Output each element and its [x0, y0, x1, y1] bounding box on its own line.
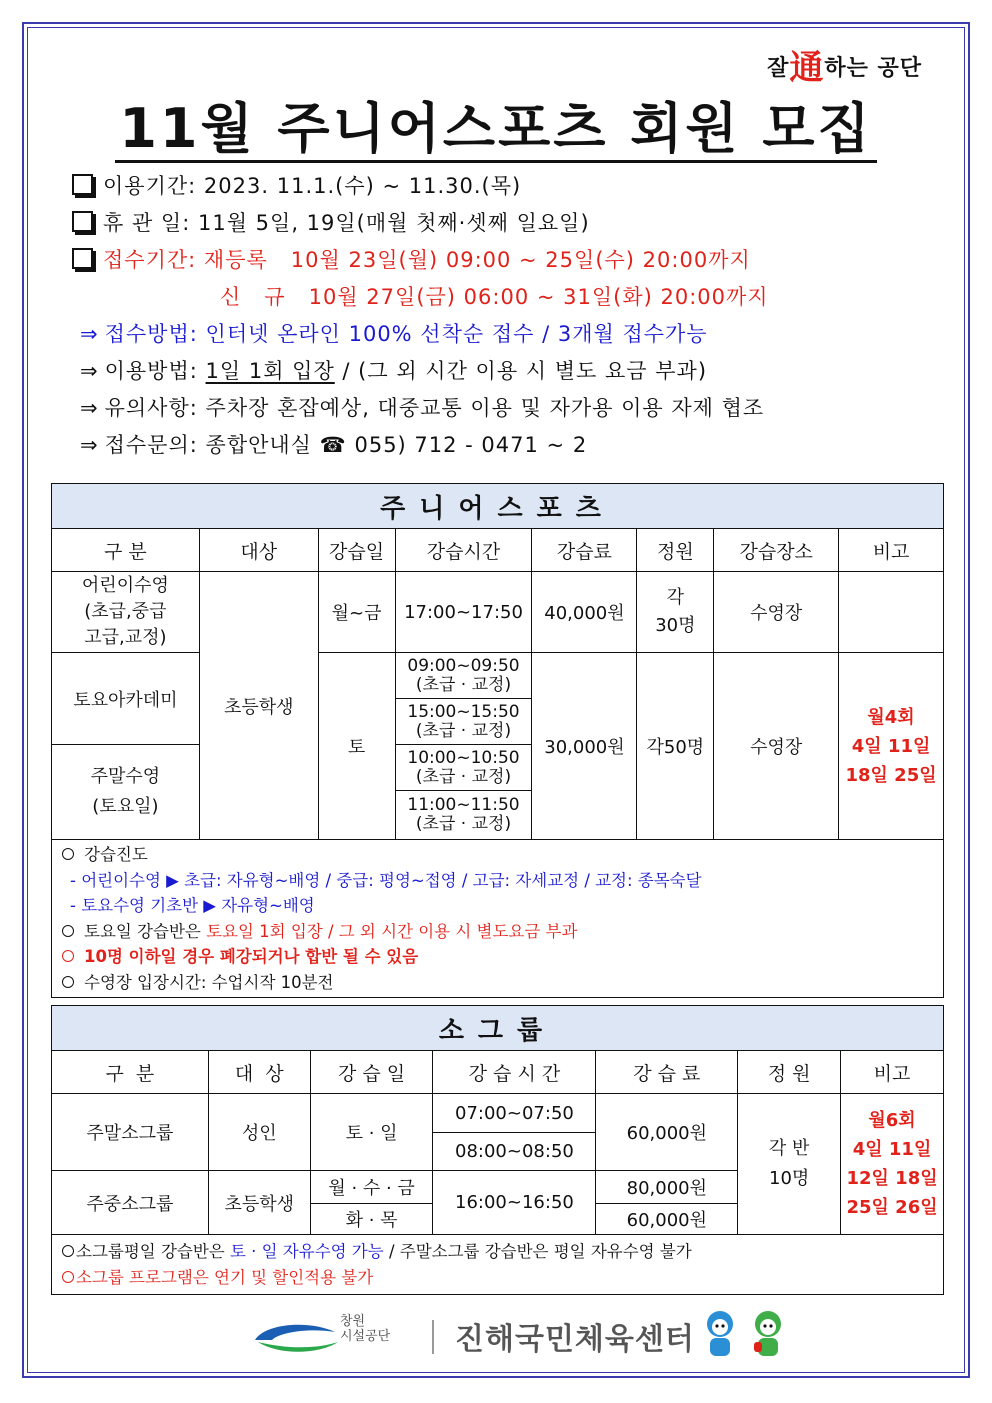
note-line: 토요일 강습반은 토요일 1회 입장 / 그 외 시간 이용 시 별도요금 부과	[62, 919, 933, 945]
junior-notes	[52, 840, 944, 998]
col-header: 강습료	[532, 529, 637, 572]
note-line: - 토요수영 기초반 ▶ 자유형~배영	[70, 896, 315, 915]
kids-cap-cell: 각 30명	[637, 572, 714, 653]
small-notes	[52, 1235, 944, 1295]
weekday-group-cell: 주중소그룹	[52, 1171, 209, 1235]
col-header: 대상	[199, 529, 318, 572]
note-line: 소그룹평일 강습반은 토 · 일 자유수영 가능 / 주말소그룹 강습반은 평일 자유수영 불가	[62, 1239, 933, 1265]
org-name: 창원 시설공단	[340, 1314, 391, 1344]
note-line: 소그룹 프로그램은 연기 및 할인적용 불가	[62, 1265, 933, 1291]
page-title: 11월 주니어스포츠 회원 모집	[0, 86, 992, 163]
col-header: 정 원	[738, 1051, 841, 1094]
target-cell: 초등학생	[199, 572, 318, 840]
org-logo-icon	[250, 1318, 340, 1358]
col-header: 강 습 시 간	[433, 1051, 596, 1094]
col-header: 강습시간	[395, 529, 532, 572]
time-slot: 10:00~10:50 (초급 · 교정)	[395, 745, 532, 791]
kids-place-cell: 수영장	[714, 572, 839, 653]
circle-icon	[62, 950, 74, 962]
kids-time-cell: 17:00~17:50	[395, 572, 532, 653]
reg-row: 접수기간: 재등록 10월 23일(월) 09:00 ~ 25일(수) 20:00까지	[72, 242, 769, 279]
checkbox-icon	[72, 248, 93, 269]
adult-cell: 성인	[208, 1094, 310, 1171]
time-slot: 15:00~15:50 (초급 · 교정)	[395, 699, 532, 745]
caution-row: ⇒ 유의사항: 주차장 혼잡예상, 대중교통 이용 및 자가용 이용 자제 협조	[80, 396, 765, 420]
sat-cap-cell: 각50명	[637, 653, 714, 840]
kids-cell: 초등학생	[208, 1171, 310, 1235]
sat-place-cell: 수영장	[714, 653, 839, 840]
info-section	[72, 168, 769, 464]
col-header: 대 상	[208, 1051, 310, 1094]
closed-row: 휴 관 일: 11월 5일, 19일(매월 첫째·셋째 일요일)	[72, 205, 769, 242]
sat-day-cell: 토	[318, 653, 395, 840]
weekday-time-cell: 16:00~16:50	[433, 1171, 596, 1235]
small-group-table	[51, 1005, 944, 1295]
note-line: 수영장 입장시간: 수업시작 10분전	[62, 970, 933, 996]
time-slot: 09:00~09:50 (초급 · 교정)	[395, 653, 532, 699]
col-header: 강습장소	[714, 529, 839, 572]
weekend-fee-cell: 60,000원	[596, 1094, 738, 1171]
mascot-green-icon	[746, 1308, 790, 1360]
col-header: 구 분	[52, 529, 200, 572]
slogan: 잘通하는 공단	[767, 48, 922, 88]
circle-icon	[62, 1271, 74, 1283]
checkbox-icon	[72, 174, 93, 195]
usage-row: ⇒ 이용방법: 1일 1회 입장 / (그 외 시간 이용 시 별도 요금 부과)	[80, 359, 708, 383]
contact-row: ⇒ 접수문의: 종합안내실 ☎ 055) 712 - 0471 ~ 2	[80, 433, 588, 457]
footer-divider	[432, 1320, 434, 1354]
col-header: 비고	[841, 1051, 944, 1094]
weekday-fee-cell: 60,000원	[596, 1204, 738, 1235]
col-header: 정원	[637, 529, 714, 572]
circle-icon	[62, 1245, 74, 1257]
junior-title: 주니어스포츠	[52, 484, 944, 529]
kids-days-cell: 월~금	[318, 572, 395, 653]
kids-note-cell	[839, 572, 944, 653]
time-slot: 11:00~11:50 (초급 · 교정)	[395, 791, 532, 840]
mascot-blue-icon	[698, 1308, 742, 1360]
reg-new-row: 신 규 10월 27일(금) 06:00 ~ 31일(화) 20:00까지	[220, 285, 769, 309]
weekday-fee-cell: 80,000원	[596, 1171, 738, 1204]
time-slot: 08:00~08:50	[433, 1133, 596, 1171]
col-header: 강 습 일	[310, 1051, 433, 1094]
sat-fee-cell: 30,000원	[532, 653, 637, 840]
small-note-cell: 월6회 4일 11일 12일 18일 25일 26일	[841, 1094, 944, 1235]
circle-icon	[62, 925, 74, 937]
footer	[250, 1306, 810, 1366]
weekday-days-cell: 월 · 수 · 금	[310, 1171, 433, 1204]
period-row: 이용기간: 2023. 11.1.(수) ~ 11.30.(목)	[72, 168, 769, 205]
checkbox-icon	[72, 211, 93, 232]
note-line: 10명 이하일 경우 폐강되거나 합반 될 수 있음	[62, 944, 933, 970]
small-group-title: 소그룹	[52, 1006, 944, 1051]
cap-cell: 각 반 10명	[738, 1094, 841, 1235]
center-name: 진해국민체육센터	[455, 1322, 695, 1357]
time-slot: 07:00~07:50	[433, 1094, 596, 1133]
col-header: 강 습 료	[596, 1051, 738, 1094]
col-header: 강습일	[318, 529, 395, 572]
kids-fee-cell: 40,000원	[532, 572, 637, 653]
weekend-swim-cell: 주말수영 (토요일)	[52, 745, 200, 840]
sat-academy-cell: 토요아카데미	[52, 653, 200, 745]
junior-table	[51, 483, 944, 998]
circle-icon	[62, 976, 74, 988]
note-line: 강습진도	[62, 842, 933, 868]
sat-note-cell: 월4회 4일 11일 18일 25일	[839, 653, 944, 840]
col-header: 비고	[839, 529, 944, 572]
kids-swim-cell: 어린이수영 (초급,중급 고급,교정)	[52, 572, 200, 653]
circle-icon	[62, 848, 74, 860]
weekday-days-cell: 화 · 목	[310, 1204, 433, 1235]
weekend-days-cell: 토 · 일	[310, 1094, 433, 1171]
note-line: - 어린이수영 ▶ 초급: 자유형~배영 / 중급: 평영~접영 / 고급: 자세교정 / 교정: 종목숙달	[70, 870, 702, 890]
col-header: 구 분	[52, 1051, 209, 1094]
method-row: ⇒ 접수방법: 인터넷 온라인 100% 선착순 접수 / 3개월 접수가능	[80, 322, 708, 346]
weekend-group-cell: 주말소그룹	[52, 1094, 209, 1171]
